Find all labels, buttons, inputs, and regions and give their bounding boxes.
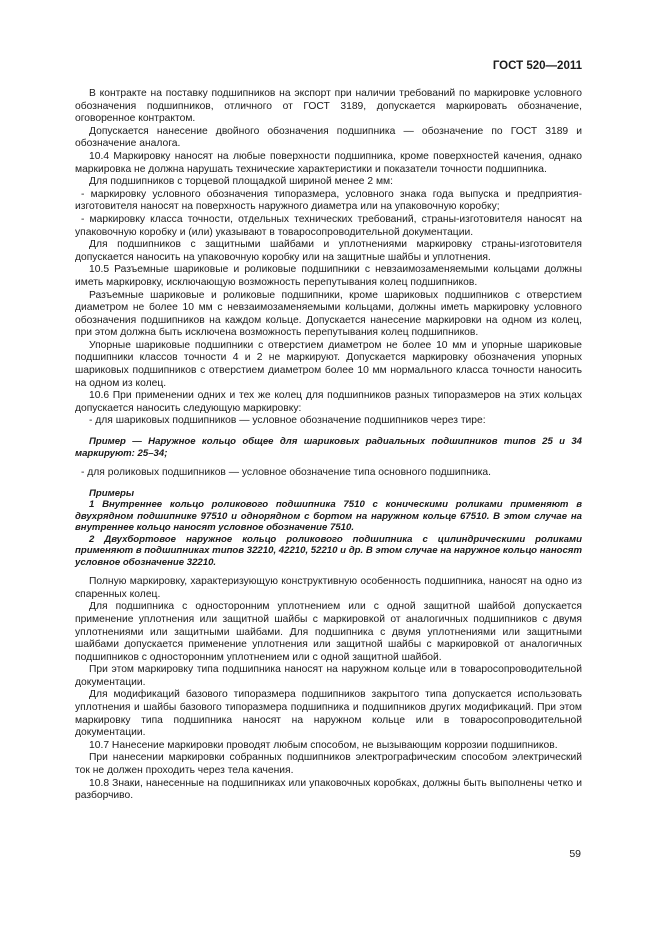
paragraph: Упорные шариковые подшипники с отверстием диаметром не более 10 мм и упорные шариковые подшипники классов точности 4 и 2 не маркируют. Допускается маркировку обозначения упорных шариковых подшипников с отверстием диаметром более 10 мм нормального класса точности наносить на одном из колец. [75,339,582,389]
paragraph: Допускается нанесение двойного обозначения подшипника — обозначение по ГОСТ 3189 и обозначение аналога. [75,125,582,150]
list-item: - маркировку класса точности, отдельных технических требований, страны-изготовителя наносят на упаковочную коробку и (или) указывают в товаросопроводительной документации. [75,213,582,238]
document-header: ГОСТ 520—2011 [492,60,582,72]
example-note: Пример — Наружное кольцо общее для шариковых радиальных подшипников типов 25 и 34 маркируют: 25–34; [75,436,582,459]
list-item: - для шариковых подшипников — условное обозначение подшипников через тире: [89,415,486,427]
paragraph: 10.8 Знаки, нанесенные на подшипниках или упаковочных коробках, должны быть выполнены четко и разборчиво. [75,777,582,802]
paragraph: При этом маркировку типа подшипника наносят на наружном кольце или в товаросопроводительной документации. [75,664,582,688]
paragraph: В контракте на поставку подшипников на экспорт при наличии требований по маркировке условного обозначения подшипников, отличного от ГОСТ 3189, допускается маркировать обозначение, оговоренное контрактом. [75,88,582,125]
paragraph: При нанесении маркировки собранных подшипников электрографическим способом электрический ток не должен проходить через тела качения. [75,752,582,777]
examples-heading: Примеры [89,487,135,499]
paragraph: Для подшипника с односторонним уплотнением или с одной защитной шайбой допускается применение уплотнения или защитной шайбы с маркировкой от аналогичных подшипников с двумя уплотнениями или защитными шайбами. Для подшипника с двумя уплотнениями или защитными шайбами допускается применение уплотнения или защитной шайбы с маркировкой от аналогичных подшипников с односторонним уплотнением или с одной защитной шайбой. [75,601,582,663]
list-item: - маркировку условного обозначения типоразмера, условного знака года выпуска и предприятия-изготовителя наносят на поверхность наружного диаметра или на упаковочную коробку; [75,188,582,213]
example-item: 2 Двухбортовое наружное кольцо роликового подшипника с цилиндрическими роликами применяют в подшипниках типов 32210, 42210, 52210 и др. В этом случае на наружное кольцо наносят условное обозначение 32210. [75,533,582,568]
page-body [75,88,582,803]
paragraph: Разъемные шариковые и роликовые подшипники, кроме шариковых подшипников с отверстием диаметром не более 10 мм с невзаимозаменяемыми кольцами, должны иметь маркировку условного обозначения подшипников на каждом кольце. Допускается нанесение маркировки на одном из колец, при этом должна быть исключена возможность перепутывания колец подшипников. [75,289,582,339]
page-number: 59 [569,848,581,860]
paragraph: Для модификаций базового типоразмера подшипников закрытого типа допускается использовать уплотнения и шайбы базового типоразмера подшипника и подшипников других модификаций. При этом маркировку типа подшипника наносят на наружном кольце или в товаросопроводительной документации. [75,689,582,739]
paragraph: Для подшипников с торцевой площадкой шириной менее 2 мм: [89,176,393,188]
list-item: - для роликовых подшипников — условное обозначение типа основного подшипника. [81,467,492,479]
paragraph: Для подшипников с защитными шайбами и уплотнениями маркировку страны-изготовителя допускается наносить на упаковочную коробку или на защитные шайбы и уплотнения. [75,239,582,263]
example-item: 1 Внутреннее кольцо роликового подшипника 7510 с коническими роликами применяют в двухрядном подшипнике 97510 и однорядном с бортом на наружном кольце 67510. В этом случае на внутреннее кольцо наносят условное обозначение 7510. [75,499,582,534]
paragraph: 10.6 При применении одних и тех же колец для подшипников разных типоразмеров на этих кольцах допускается наносить следующую маркировку: [75,390,582,414]
paragraph: 10.4 Маркировку наносят на любые поверхности подшипника, кроме поверхностей качения, однако маркировка не должна нарушать технические характеристики и показатели точности подшипника. [75,150,582,175]
paragraph: 10.5 Разъемные шариковые и роликовые подшипники с невзаимозаменяемыми кольцами должны иметь маркировку, исключающую возможность перепутывания колец подшипников. [75,264,582,288]
paragraph: Полную маркировку, характеризующую конструктивную особенность подшипника, наносят на одно из спаренных колец. [75,576,582,600]
paragraph: 10.7 Нанесение маркировки проводят любым способом, не вызывающим коррозии подшипников. [89,739,558,751]
